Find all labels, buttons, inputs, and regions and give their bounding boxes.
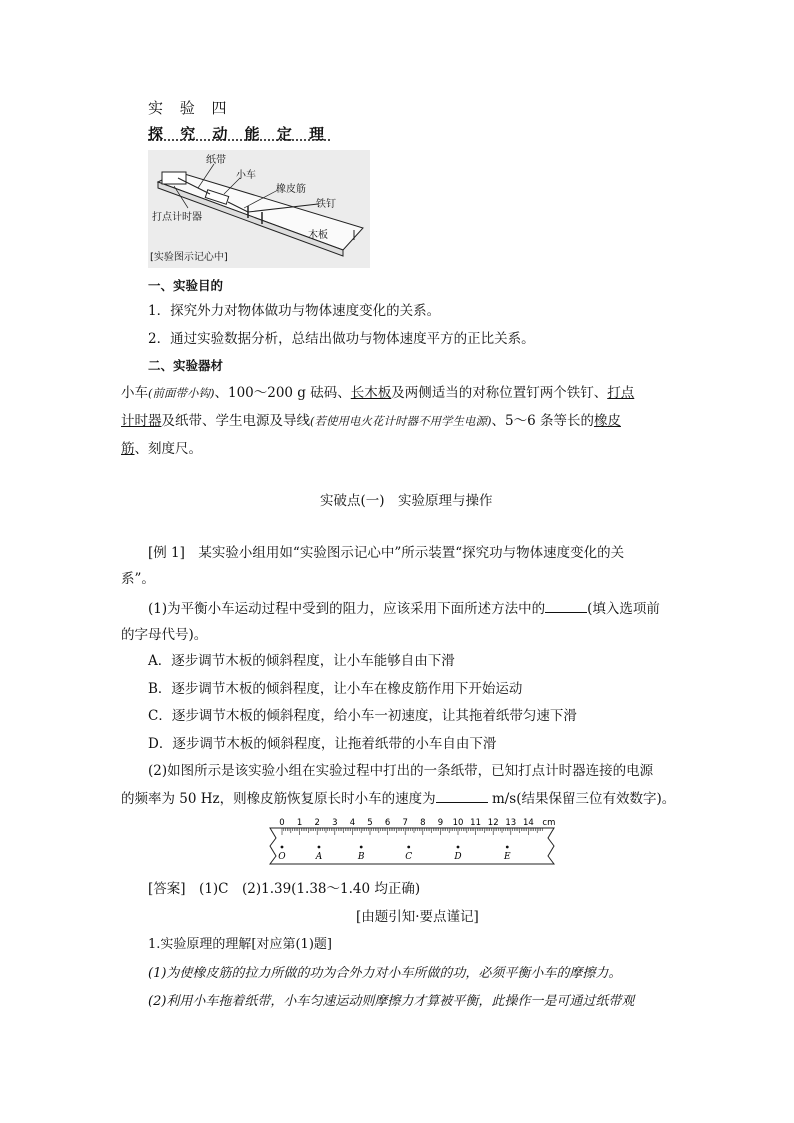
ruler-tick-label: 2 [314, 818, 320, 828]
tips-line-1: (1)为使橡皮筋的拉力所做的功为合外力对小车所做的功，必须平衡小车的摩擦力。 [148, 966, 622, 981]
question-1-line-2: 的字母代号)。 [121, 627, 208, 643]
section3-heading: 实破点(一) 实验原理与操作 [320, 493, 493, 509]
section2-heading: 二、实验器材 [148, 358, 224, 373]
ruler-tick-label: 13 [505, 818, 517, 828]
equipment-line-2: 计时器及纸带、学生电源及导线(若使用电火花计时器不用学生电源)、5～6 条等长的橡皮 [121, 413, 621, 429]
tips-heading: [由题引知·要点谨记] [356, 909, 479, 925]
experiment-number: 实 验 四 [148, 99, 233, 117]
ruler-tick-label: 8 [420, 818, 426, 828]
ruler-tick-label: 6 [384, 818, 391, 828]
figure-caption: [实验图示记心中] [150, 252, 228, 263]
ruler-tick-label: 10 [452, 818, 464, 828]
answer-blank-2 [436, 788, 488, 803]
tape-dot [281, 846, 284, 849]
ruler-tick-label: 1 [296, 818, 303, 828]
tape-dot [360, 846, 363, 849]
answer-line [148, 876, 420, 903]
ruler-tick-label: 4 [349, 818, 356, 828]
label-rubber-band: 橡皮筋 [276, 184, 306, 195]
ruler-tick-label: 3 [332, 818, 338, 828]
tape-point-label: E [503, 852, 511, 862]
ruler-tick-label: 11 [470, 818, 482, 828]
tape-dot [457, 846, 460, 849]
label-cart: 小车 [236, 170, 256, 181]
equipment-line-1: 小车(前面带小钩)、100～200 g 砝码、长木板及两侧适当的对称位置钉两个铁钉、打点 [121, 385, 635, 401]
ruler-svg [262, 814, 562, 870]
option-c: C．逐步调节木板的倾斜程度，给小车一初速度，让其拖着纸带匀速下滑 [148, 708, 577, 724]
ruler-tick-label: 9 [437, 818, 444, 828]
section1-heading: 一、实验目的 [148, 278, 224, 293]
question-2-line-2: 的频率为 50 Hz，则橡皮筋恢复原长时小车的速度为 m/s(结果保留三位有效数字)。 [121, 786, 675, 813]
ruler-tick-label: 0 [279, 818, 285, 828]
tape-ruler-figure [262, 814, 562, 870]
tape-dot [318, 846, 321, 849]
experiment-title: 探 究 动 能 定 理 [148, 125, 331, 143]
answer-text: (1)C (2)1.39(1.38～1.40 均正确) [199, 881, 421, 897]
tape-point-label: O [278, 852, 286, 862]
question-1-line: (1)为平衡小车运动过程中受到的阻力，应该采用下面所述方法中的 (填入选项前 [148, 596, 660, 623]
objective-2: 2．通过实验数据分析，总结出做功与物体速度平方的正比关系。 [148, 331, 535, 347]
tape-dot [506, 846, 509, 849]
link-long-board: 长木板 [350, 385, 392, 401]
option-b: B．逐步调节木板的倾斜程度，让小车在橡皮筋作用下开始运动 [148, 681, 523, 697]
question-2-line-1: (2)如图所示是该实验小组在实验过程中打出的一条纸带，已知打点计时器连接的电源 [148, 763, 654, 779]
tape-point-label: B [357, 852, 365, 862]
example-line-1: [例 1] 某实验小组用如“实验图示记心中”所示装置“探究功与物体速度变化的关 [148, 545, 625, 561]
label-paper-tape: 纸带 [206, 155, 226, 166]
apparatus-figure [148, 150, 370, 268]
ruler-tick-label: 14 [522, 818, 534, 828]
tips-line-2: (2)利用小车拖着纸带，小车匀速运动则摩擦力才算被平衡，此操作一是可通过纸带观 [148, 994, 635, 1009]
tape-dot [407, 846, 410, 849]
ruler-unit: cm [542, 818, 556, 828]
option-d: D．逐步调节木板的倾斜程度，让拖着纸带的小车自由下滑 [148, 736, 497, 752]
objective-1: 1．探究外力对物体做功与物体速度变化的关系。 [148, 303, 441, 319]
equipment-line-3: 筋、刻度尺。 [121, 441, 202, 457]
answer-blank-1 [545, 598, 587, 613]
tape-point-label: A [315, 852, 323, 862]
tips-subheading: 1.实验原理的理解[对应第(1)题] [148, 937, 332, 952]
label-nail: 铁钉 [316, 199, 336, 210]
answer-label: [答案] [148, 881, 186, 897]
tape-point-label: C [405, 852, 413, 862]
example-line-2: 系”。 [121, 571, 155, 587]
ruler-tick-label: 5 [367, 818, 373, 828]
timer-shape [162, 172, 186, 184]
tape-point-label: D [454, 852, 462, 862]
option-a: A．逐步调节木板的倾斜程度，让小车能够自由下滑 [148, 653, 455, 669]
ruler-tick-label: 12 [487, 818, 499, 828]
label-board: 木板 [308, 230, 328, 241]
label-timer: 打点计时器 [152, 212, 202, 223]
ruler-tick-label: 7 [402, 818, 408, 828]
